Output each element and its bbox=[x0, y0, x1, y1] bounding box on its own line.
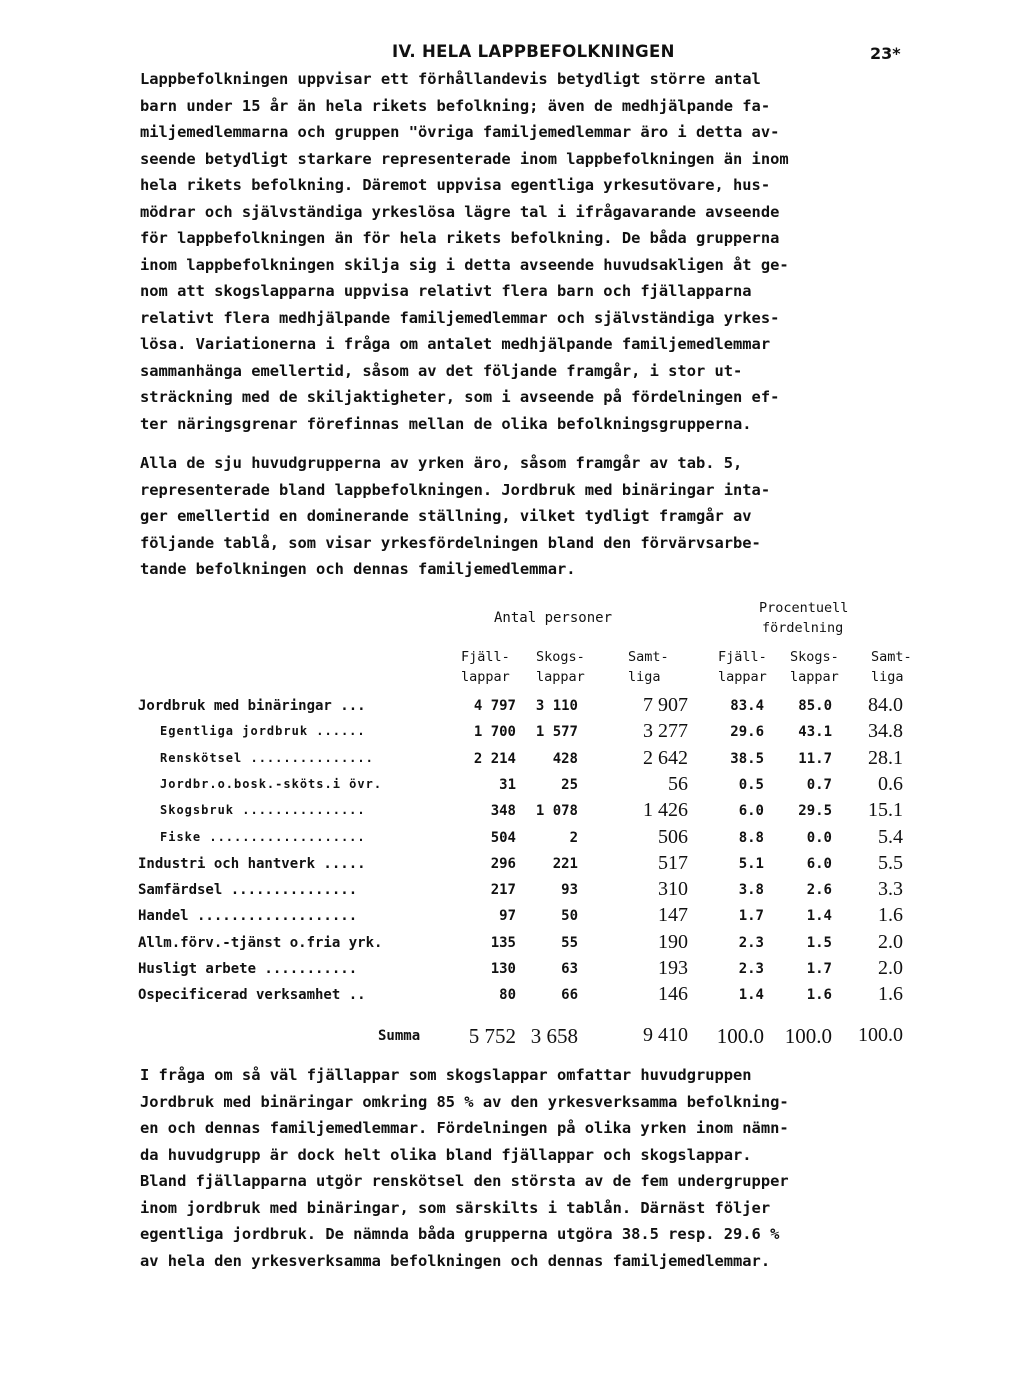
table-cell: 5.4 bbox=[878, 825, 903, 848]
header-fordelning: fördelning bbox=[762, 620, 844, 636]
column-header: lappar bbox=[536, 669, 585, 685]
text-line: sammanhänga emellertid, såsom av det följande framgår, i stor ut- bbox=[140, 361, 743, 380]
row-label: Allm.förv.-tjänst o.fria yrk. bbox=[138, 934, 383, 951]
table-cell: 1.5 bbox=[806, 934, 832, 951]
table-cell: 15.1 bbox=[868, 799, 903, 822]
row-label: Skogsbruk ............... bbox=[160, 803, 366, 818]
table-cell: 1 577 bbox=[535, 724, 578, 741]
table-cell: 3.8 bbox=[738, 882, 764, 899]
table-cell: 2 642 bbox=[643, 746, 688, 769]
row-label: Industri och hantverk ..... bbox=[138, 855, 366, 872]
table-row bbox=[138, 930, 938, 961]
table-cell: 1.7 bbox=[738, 908, 764, 925]
table-cell: 43.1 bbox=[798, 724, 832, 741]
table-row bbox=[138, 746, 938, 777]
column-header: lappar bbox=[790, 669, 839, 685]
column-header: Skogs- bbox=[790, 649, 839, 665]
text-line: relativt flera medhjälpande familjemedlemmar och självständiga yrkes- bbox=[140, 308, 780, 327]
table-cell: 3 110 bbox=[535, 698, 578, 714]
table-row bbox=[138, 694, 938, 724]
text-line: en och dennas familjemedlemmar. Fördelningen på olika yrken inom nämn- bbox=[140, 1119, 789, 1137]
table-cell: 1 426 bbox=[643, 799, 688, 822]
table-cell: 0.0 bbox=[806, 829, 832, 846]
table-cell: 2.6 bbox=[806, 882, 832, 899]
table-cell: 1.4 bbox=[806, 908, 832, 925]
table-cell: 5.5 bbox=[878, 851, 903, 874]
table-cell: 56 bbox=[668, 772, 688, 795]
text-line: Bland fjällapparna utgör renskötsel den största av de fem undergrupper bbox=[140, 1172, 789, 1190]
table-cell: 310 bbox=[658, 878, 688, 901]
table-cell: 217 bbox=[490, 882, 516, 899]
table-cell: 6.0 bbox=[806, 855, 832, 872]
table-cell: 1.6 bbox=[878, 983, 903, 1006]
column-header: lappar bbox=[461, 669, 510, 685]
table-cell: 34.8 bbox=[868, 720, 903, 743]
table-cell: 84.0 bbox=[868, 694, 903, 716]
table-cell: 55 bbox=[561, 934, 578, 951]
text-line: ger emellertid en dominerande ställning, vilket tydligt framgår av bbox=[140, 507, 752, 525]
table-row bbox=[138, 799, 938, 829]
table-cell: 130 bbox=[490, 961, 516, 977]
text-line: inom jordbruk med binäringar, som särskilts i tablån. Därnäst följer bbox=[140, 1198, 771, 1217]
row-label: Jordbr.o.bosk.-sköts.i övr. bbox=[160, 776, 383, 791]
text-line: av hela den yrkesverksamma befolkningen och dennas familjemedlemmar. bbox=[140, 1251, 771, 1270]
table-cell: 97 bbox=[499, 908, 516, 925]
table-cell: 190 bbox=[658, 930, 688, 953]
text-line: ter näringsgrenar förefinnas mellan de olika befolkningsgrupperna. bbox=[140, 414, 752, 433]
table-cell: 11.7 bbox=[798, 750, 832, 767]
table-cell: 2.0 bbox=[878, 930, 903, 953]
row-label: Fiske ................... bbox=[160, 829, 366, 844]
table-cell: 29.6 bbox=[730, 724, 764, 741]
column-header: Fjäll- bbox=[718, 649, 767, 665]
table-row bbox=[138, 825, 938, 856]
table-cell: 66 bbox=[561, 987, 578, 1004]
column-header: liga bbox=[628, 669, 661, 685]
table-cell: 2.3 bbox=[738, 961, 764, 977]
column-header: Fjäll- bbox=[461, 649, 510, 665]
text-line: inom lappbefolkningen skilja sig i detta avseende huvudsakligen åt ge- bbox=[140, 255, 789, 274]
table-cell: 28.1 bbox=[868, 746, 903, 769]
table-cell: 7 907 bbox=[643, 694, 688, 716]
table-cell: 1.7 bbox=[806, 961, 832, 977]
table-cell: 6.0 bbox=[738, 803, 764, 820]
text-line: barn under 15 år än hela rikets befolkning; även de medhjälpande fa- bbox=[140, 96, 771, 115]
paragraph-3 bbox=[140, 1062, 920, 1274]
table-cell: 147 bbox=[658, 904, 688, 927]
table-cell: 80 bbox=[499, 987, 516, 1004]
table-cell: 1.6 bbox=[878, 904, 903, 927]
table-cell: 1 078 bbox=[535, 803, 578, 820]
column-header: Skogs- bbox=[536, 649, 585, 665]
table-cell: 504 bbox=[490, 829, 516, 846]
table-cell: 100.0 bbox=[784, 1023, 832, 1048]
table-cell: 517 bbox=[658, 851, 688, 874]
text-line: seende betydligt starkare representerade inom lappbefolkningen än inom bbox=[140, 149, 789, 168]
text-line: tande befolkningen och dennas familjemedlemmar. bbox=[140, 560, 576, 578]
table-cell: 5 752 bbox=[468, 1023, 516, 1048]
text-line: representerade bland lappbefolkningen. Jordbruk med binäringar inta- bbox=[140, 480, 771, 499]
text-line: Lappbefolkningen uppvisar ett förhållandevis betydligt större antal bbox=[140, 70, 761, 88]
table-row bbox=[138, 983, 938, 1013]
text-line: lösa. Variationerna i fråga om antalet medhjälpande familjemedlemmar bbox=[140, 335, 771, 353]
row-label: Renskötsel ............... bbox=[160, 750, 374, 765]
table-cell: 135 bbox=[490, 934, 516, 951]
table-row bbox=[138, 851, 938, 882]
text-line: Jordbruk med binäringar omkring 85 % av den yrkesverksamma befolkning- bbox=[140, 1092, 789, 1111]
table-cell: 8.8 bbox=[738, 829, 764, 846]
row-label: Jordbruk med binäringar ... bbox=[138, 698, 366, 714]
row-label: Summa bbox=[378, 1027, 421, 1044]
table-cell: 2 bbox=[569, 829, 578, 846]
table-cell: 296 bbox=[490, 855, 516, 872]
row-label: Handel ................... bbox=[138, 908, 358, 925]
text-line: nom att skogslapparna uppvisa relativt flera barn och fjällapparna bbox=[140, 282, 752, 300]
table-cell: 2 214 bbox=[473, 750, 516, 767]
text-line: mödrar och självständiga yrkeslösa lägre tal i ifrågavarande avseende bbox=[140, 202, 780, 221]
table-cell: 63 bbox=[561, 961, 578, 977]
table-cell: 83.4 bbox=[730, 698, 764, 714]
table-cell: 31 bbox=[499, 776, 516, 793]
column-header: Samt- bbox=[628, 649, 669, 665]
table-cell: 1.6 bbox=[806, 987, 832, 1004]
table-cell: 1.4 bbox=[738, 987, 764, 1004]
table-cell: 38.5 bbox=[730, 750, 764, 767]
table-cell: 50 bbox=[561, 908, 578, 925]
table-cell: 100.0 bbox=[716, 1023, 764, 1048]
table-cell: 193 bbox=[658, 957, 688, 979]
row-label: Ospecificerad verksamhet .. bbox=[138, 987, 366, 1004]
table-cell: 428 bbox=[552, 750, 578, 767]
table-cell: 3 658 bbox=[530, 1023, 578, 1048]
table-cell: 2.0 bbox=[878, 957, 903, 979]
table-cell: 0.7 bbox=[806, 776, 832, 793]
table-row bbox=[138, 720, 938, 750]
chapter-title: IV. HELA LAPPBEFOLKNINGEN bbox=[392, 42, 675, 61]
table-cell: 100.0 bbox=[858, 1023, 903, 1046]
table-cell: 85.0 bbox=[798, 698, 832, 714]
header-antal-personer: Antal personer bbox=[494, 610, 613, 626]
table-row bbox=[138, 957, 938, 987]
table-cell: 93 bbox=[561, 882, 578, 899]
row-label: Husligt arbete ........... bbox=[138, 961, 358, 977]
column-header: liga bbox=[871, 669, 904, 685]
table-cell: 0.5 bbox=[738, 776, 764, 793]
table-cell: 146 bbox=[658, 983, 688, 1006]
table-cell: 25 bbox=[561, 776, 578, 793]
text-line: sträckning med de skiljaktigheter, som i avseende på fördelningen ef- bbox=[140, 388, 780, 406]
text-line: för lappbefolkningen än för hela rikets befolkning. De båda grupperna bbox=[140, 229, 780, 247]
page-number: 23* bbox=[870, 44, 901, 63]
table-cell: 348 bbox=[490, 803, 516, 820]
table-cell: 4 797 bbox=[473, 698, 516, 714]
text-line: miljemedlemmarna och gruppen "övriga familjemedlemmar äro i detta av- bbox=[140, 123, 780, 141]
table-cell: 29.5 bbox=[798, 803, 832, 820]
text-line: följande tablå, som visar yrkesfördelningen bland den förvärvsarbe- bbox=[140, 533, 761, 552]
occupation-table bbox=[138, 600, 938, 1050]
text-line: hela rikets befolkning. Däremot uppvisa egentliga yrkesutövare, hus- bbox=[140, 176, 771, 194]
column-header: Samt- bbox=[871, 649, 912, 665]
table-cell: 3 277 bbox=[643, 720, 688, 743]
summa-row bbox=[138, 1023, 938, 1054]
table-row bbox=[138, 878, 938, 908]
table-cell: 2.3 bbox=[738, 934, 764, 951]
text-line: Alla de sju huvudgrupperna av yrken äro, såsom framgår av tab. 5, bbox=[140, 454, 743, 472]
table-row bbox=[138, 904, 938, 934]
table-cell: 1 700 bbox=[473, 724, 516, 741]
table-cell: 221 bbox=[552, 855, 578, 872]
table-row bbox=[138, 772, 938, 803]
text-line: egentliga jordbruk. De nämnda båda grupperna utgöra 38.5 resp. 29.6 % bbox=[140, 1225, 780, 1243]
text-line: da huvudgrupp är dock helt olika bland fjällappar och skogslappar. bbox=[140, 1145, 752, 1164]
column-header: lappar bbox=[718, 669, 767, 685]
table-cell: 9 410 bbox=[643, 1023, 688, 1046]
table-cell: 506 bbox=[658, 825, 688, 848]
table-cell: 0.6 bbox=[878, 772, 903, 795]
header-procentuell: Procentuell bbox=[759, 600, 849, 616]
row-label: Egentliga jordbruk ...... bbox=[160, 724, 366, 739]
text-line: I fråga om så väl fjällappar som skogslappar omfattar huvudgruppen bbox=[140, 1066, 752, 1084]
table-cell: 5.1 bbox=[738, 855, 764, 872]
row-label: Samfärdsel ............... bbox=[138, 882, 358, 899]
paragraph-2 bbox=[140, 450, 920, 583]
paragraph-1 bbox=[140, 66, 920, 437]
table-cell: 3.3 bbox=[878, 878, 903, 901]
